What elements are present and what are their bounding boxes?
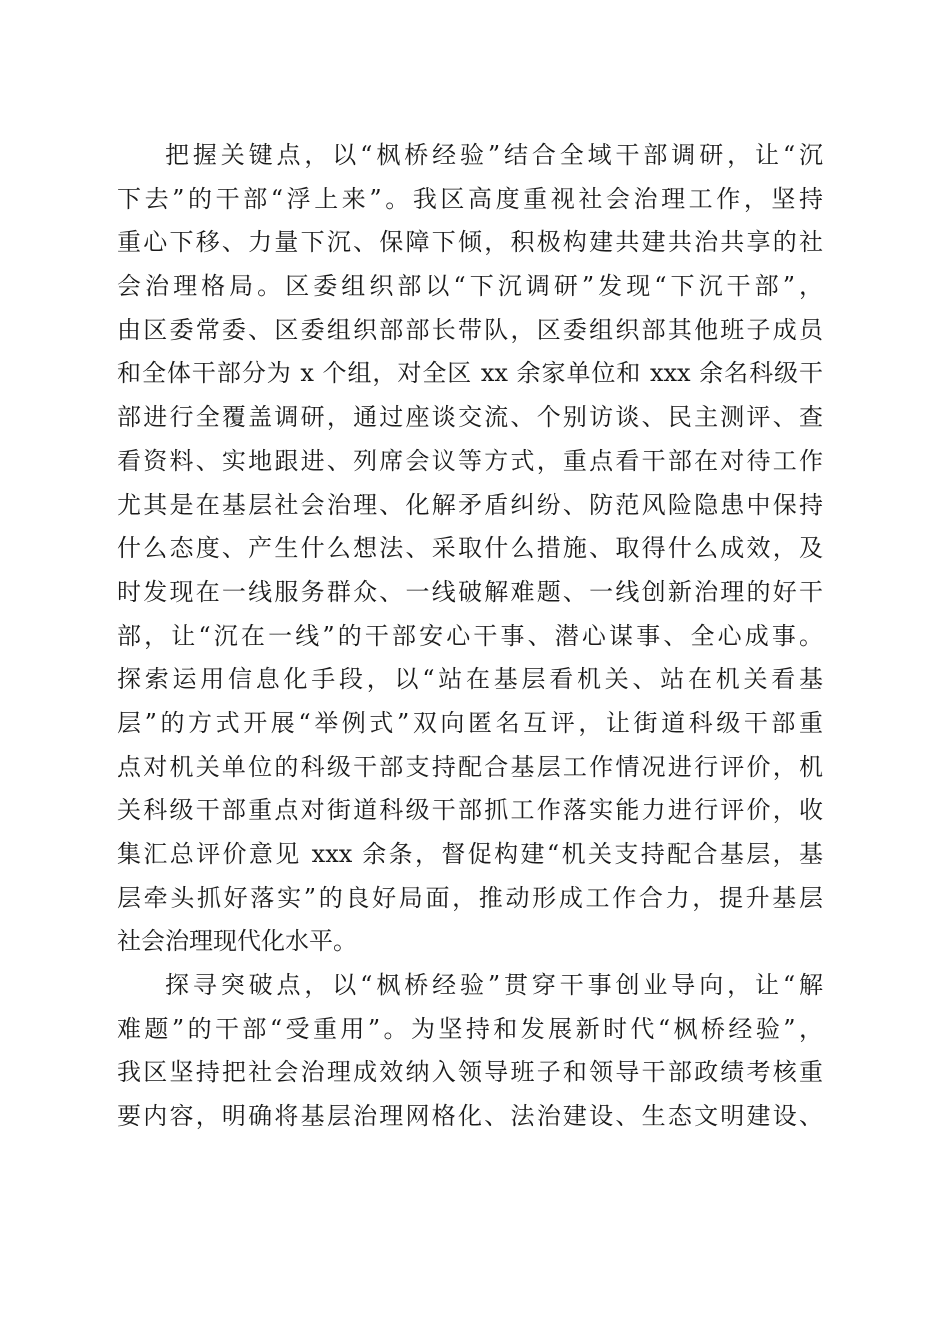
text-line: 下去”的干部“浮上来”。我区高度重视社会治理工作，坚持 — [117, 184, 823, 213]
text-line: 尤其是在基层社会治理、化解矛盾纠纷、防范风险隐患中保持 — [117, 490, 823, 519]
document-body — [117, 134, 823, 1139]
text-line: 集汇总评价意见 xxx 余条，督促构建“机关支持配合基层，基 — [117, 840, 823, 868]
text-line: 探索运用信息化手段，以“站在基层看机关、站在机关看基 — [117, 665, 823, 694]
text-line: 关科级干部重点对街道科级干部抓工作落实能力进行评价，收 — [117, 796, 823, 825]
text-line: 什么态度、产生什么想法、采取什么措施、取得什么成效，及 — [117, 534, 823, 563]
text-line: 层牵头抓好落实”的良好局面，推动形成工作合力，提升基层 — [117, 883, 823, 912]
text-line: 部进行全覆盖调研，通过座谈交流、个别访谈、民主测评、查 — [117, 403, 823, 432]
paragraph-1 — [117, 134, 823, 964]
text-line: 层”的方式开展“举例式”双向匿名互评，让街道科级干部重 — [117, 708, 823, 737]
paragraph-2 — [117, 964, 823, 1139]
text-line: 由区委常委、区委组织部部长带队，区委组织部其他班子成员 — [117, 315, 823, 344]
text-line: 和全体干部分为 x 个组，对全区 xx 余家单位和 xxx 余名科级干 — [117, 359, 823, 388]
text-line: 探寻突破点，以“枫桥经验”贯穿干事创业导向，让“解 — [165, 971, 823, 1000]
text-line: 我区坚持把社会治理成效纳入领导班子和领导干部政绩考核重 — [117, 1058, 823, 1087]
text-line: 部，让“沉在一线”的干部安心干事、潜心谋事、全心成事。 — [117, 621, 823, 650]
text-line: 难题”的干部“受重用”。为坚持和发展新时代“枫桥经验”， — [117, 1014, 823, 1043]
text-line: 重心下移、力量下沉、保障下倾，积极构建共建共治共享的社 — [117, 228, 823, 257]
text-line: 社会治理现代化水平。 — [117, 927, 357, 956]
text-line: 看资料、实地跟进、列席会议等方式，重点看干部在对待工作 — [117, 446, 823, 475]
text-line: 要内容，明确将基层治理网格化、法治建设、生态文明建设、 — [117, 1102, 823, 1131]
text-line: 时发现在一线服务群众、一线破解难题、一线创新治理的好干 — [117, 577, 823, 606]
text-line: 把握关键点，以“枫桥经验”结合全域干部调研，让“沉 — [165, 141, 823, 169]
text-line: 会治理格局。区委组织部以“下沉调研”发现“下沉干部”， — [117, 272, 823, 301]
text-line: 点对机关单位的科级干部支持配合基层工作情况进行评价，机 — [117, 752, 823, 781]
